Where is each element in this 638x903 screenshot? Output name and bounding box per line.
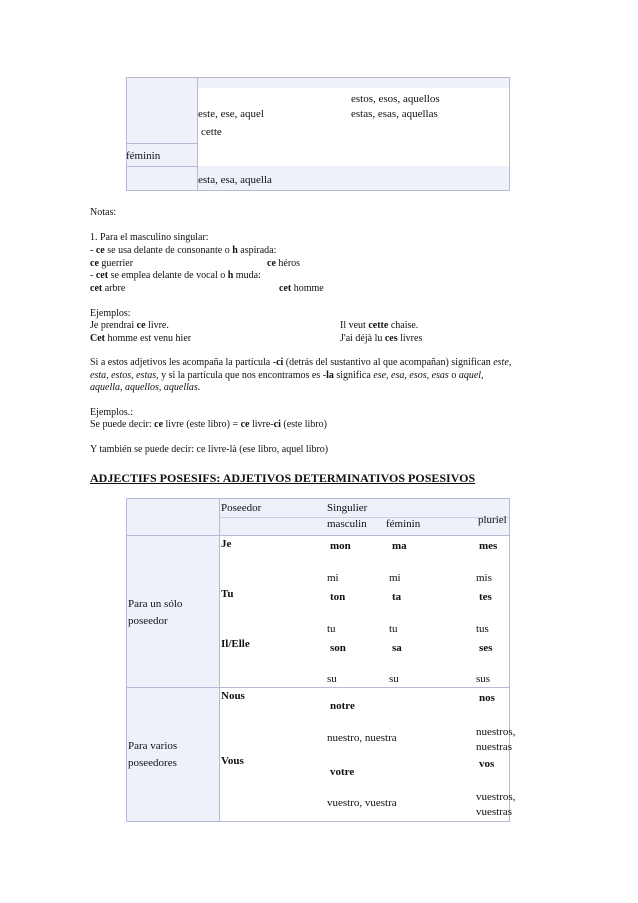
example-1-right: Il veut cette chaise. [340,320,419,331]
cet-rule: - cet se emplea delante de vocal o h muda: [90,270,261,281]
es-tu-fem: tu [389,623,398,635]
poss-mes: mes [479,540,498,552]
example-2-left: Cet homme est venu hier [90,333,192,344]
examples2-line-2: Y también se puede decir: ce livre-là (ese libro, aquel libro) [90,444,329,455]
ce-example-left: ce guerrier [90,258,134,269]
pronoun-vous: Vous [221,755,244,767]
pronoun-tu: Tu [221,588,234,600]
ce-rule: - ce se usa delante de consonante o h aspirada: [90,245,277,256]
paragraph-line-2: esta, estos, estas, y si la partícula que nos encontramos es -la significa ese, esa, esos, esas o aquel, [90,370,484,381]
section-title: ADJECTIFS POSESIFS: ADJETIVOS DETERMINATIVOS POSESIVOS [90,471,476,485]
header-pluriel: pluriel [478,514,507,526]
group-single-owner: Para un sólo poseedor [128,598,183,627]
poss-tes: tes [479,591,492,603]
example-1-left: Je prendrai ce livre. [90,320,169,331]
poss-ton: ton [330,591,346,603]
sing-fem-es: esta, esa, aquella [198,174,272,186]
possessives-table [126,498,510,822]
header-singulier: Singulier [327,502,368,514]
example-2-right: J'ai déjà lu ces livres [340,333,423,344]
poss-ta: ta [392,591,402,603]
pronoun-nous: Nous [221,690,245,702]
cet-example-right: cet homme [279,283,324,294]
header-poseedor: Poseedor [221,502,262,514]
group-multi-owner: Para varios poseedores [128,740,178,769]
es-nuestro: nuestro, nuestra [327,732,397,744]
poss-ses: ses [479,642,493,654]
poss-mon: mon [330,540,351,552]
pronoun-il-elle: Il/Elle [221,638,250,650]
es-vuestro: vuestro, vuestra [327,797,397,809]
header-feminin: féminin [386,518,421,530]
examples2-title: Ejemplos.: [90,407,134,418]
paragraph-line-3: aquella, aquellos, aquellas. [90,382,201,393]
es-nuestros: nuestros, nuestras [476,726,516,753]
feminin-label: féminin [126,150,161,162]
es-su-masc: su [327,673,337,685]
paragraph-line-1: Si a estos adjetivos les acompaña la partícula -ci (detrás del sustantivo al que acompañan) significan este, [90,357,512,368]
es-vuestros: vuestros, vuestras [476,791,516,818]
poss-vos: vos [479,758,495,770]
plural-masc-es: estos, esos, aquellos [351,93,440,105]
poss-nos: nos [479,692,495,704]
poss-sa: sa [392,642,402,654]
es-mi-masc: mi [327,572,339,584]
examples-title: Ejemplos: [90,308,131,319]
examples2-line-1: Se puede decir: ce livre (este libro) = ce livre-ci (este libro) [90,419,327,430]
es-tus: tus [476,623,489,635]
plural-fem-es: estas, esas, aquellas [351,108,438,120]
pronoun-je: Je [221,538,232,550]
demonstratives-table [126,77,510,191]
sing-masc-es: este, ese, aquel [198,108,264,120]
cet-example-left: cet arbre [90,283,126,294]
header-masculin: masculin [327,518,367,530]
notes-title: Notas: [90,207,117,218]
es-tu-masc: tu [327,623,336,635]
poss-ma: ma [392,540,407,552]
es-mis: mis [476,572,492,584]
es-mi-fem: mi [389,572,401,584]
ce-example-right: ce héros [267,258,301,269]
note-1: 1. Para el masculino singular: [90,232,209,243]
es-su-fem: su [389,673,399,685]
poss-son: son [330,642,346,654]
poss-votre: votre [330,766,355,778]
poss-notre: notre [330,700,355,712]
es-sus: sus [476,673,491,685]
fem-fr: cette [201,126,222,138]
